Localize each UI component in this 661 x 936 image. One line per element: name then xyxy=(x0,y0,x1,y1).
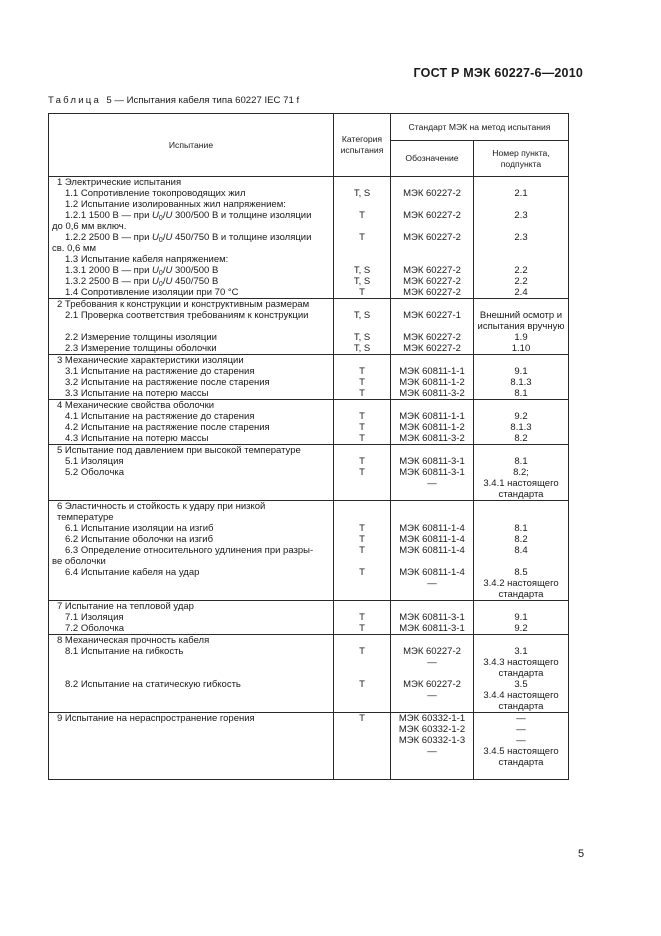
category-cell xyxy=(334,635,391,713)
test-line: св. 0,6 мм xyxy=(52,243,96,254)
designation-value: МЭК 60227-2 xyxy=(403,332,461,343)
test-cell xyxy=(49,601,334,635)
test-line: 6.2 Испытание оболочки на изгиб xyxy=(65,534,214,545)
test-line xyxy=(49,589,333,600)
category-value xyxy=(334,243,390,254)
designation-cell xyxy=(391,445,474,501)
category-value xyxy=(334,501,390,512)
clause-value xyxy=(474,635,568,646)
designation-cell xyxy=(391,635,474,713)
clause-cell xyxy=(474,299,569,355)
clause-value: 8.1 xyxy=(514,388,528,399)
designation-value xyxy=(391,445,473,456)
designation-value: МЭК 60811-3-2 xyxy=(399,388,465,399)
test-cell xyxy=(49,177,334,299)
header-standard-group: Стандарт МЭК на метод испытания xyxy=(391,114,569,141)
test-line: 5.1 Изоляция xyxy=(65,456,124,467)
clause-value xyxy=(474,768,568,779)
designation-value: МЭК 60227-2 xyxy=(403,679,461,690)
category-value xyxy=(334,556,390,567)
designation-cell xyxy=(391,299,474,355)
category-value xyxy=(334,254,390,265)
category-cell xyxy=(334,501,391,601)
clause-value: 2.2 xyxy=(514,265,528,276)
clause-value: 8.4 xyxy=(514,545,528,556)
test-cell xyxy=(49,501,334,601)
clause-cell xyxy=(474,355,569,400)
category-value xyxy=(334,757,390,768)
designation-value xyxy=(391,355,473,366)
designation-value: МЭК 60227-2 xyxy=(403,646,461,657)
test-line: 7.1 Изоляция xyxy=(65,612,124,623)
category-value: T xyxy=(359,623,365,634)
category-value: T xyxy=(359,411,365,422)
table-row xyxy=(49,299,569,355)
clause-value: испытания вручную xyxy=(477,321,565,332)
caption-prefix: Таблица xyxy=(48,95,102,106)
designation-value: МЭК 60811-3-1 xyxy=(399,612,465,623)
test-line xyxy=(49,757,333,768)
clause-value xyxy=(474,177,568,188)
clause-cell xyxy=(474,400,569,445)
category-value xyxy=(334,299,390,310)
category-cell xyxy=(334,713,391,780)
table-body xyxy=(49,177,569,780)
clause-value: стандарта xyxy=(498,668,544,679)
designation-value xyxy=(391,701,473,712)
test-line: температуре xyxy=(57,512,114,523)
designation-value: МЭК 60811-1-1 xyxy=(399,411,465,422)
category-value: T xyxy=(359,388,365,399)
category-cell xyxy=(334,299,391,355)
test-line: 7.2 Оболочка xyxy=(65,623,125,634)
clause-value: — xyxy=(516,713,526,724)
test-cell xyxy=(49,445,334,501)
clause-value: 3.4.4 настоящего xyxy=(483,690,559,701)
clause-value: 8.2; xyxy=(513,467,529,478)
test-line xyxy=(49,478,333,489)
clause-cell xyxy=(474,445,569,501)
test-line: 1.2 Испытание изолированных жил напряжением: xyxy=(65,199,286,210)
category-cell xyxy=(334,601,391,635)
test-line: 4.3 Испытание на потерю массы xyxy=(65,433,209,444)
test-line: 3 Механические характеристики изоляции xyxy=(57,355,244,366)
category-value xyxy=(334,635,390,646)
clause-value: 9.1 xyxy=(514,612,528,623)
category-value xyxy=(334,177,390,188)
test-line: 8.2 Испытание на статическую гибкость xyxy=(65,679,241,690)
table-row xyxy=(49,601,569,635)
test-line: 1.2.1 1500 В — при $U_0/U$ 300/500 В и толщине изоляции xyxy=(65,210,312,222)
table-row xyxy=(49,445,569,501)
designation-value xyxy=(391,177,473,188)
table-row xyxy=(49,355,569,400)
designation-value: МЭК 60227-2 xyxy=(403,287,461,298)
header-test: Испытание xyxy=(49,114,334,177)
table-caption xyxy=(48,95,299,106)
clause-value: 9.2 xyxy=(514,623,528,634)
test-line: 1 Электрические испытания xyxy=(57,177,182,188)
clause-value: 3.4.2 настоящего xyxy=(483,578,559,589)
header-clause: Номер пункта, подпункта xyxy=(474,141,569,177)
category-value: T, S xyxy=(353,276,371,287)
clause-value xyxy=(474,601,568,612)
clause-cell xyxy=(474,601,569,635)
category-value xyxy=(334,321,390,332)
clause-value: Внешний осмотр и xyxy=(479,310,563,321)
clause-value: 3.4.1 настоящего xyxy=(483,478,559,489)
category-value xyxy=(334,690,390,701)
clause-value xyxy=(474,243,568,254)
designation-value xyxy=(391,512,473,523)
test-line: 6.3 Определение относительного удлинения при разры- xyxy=(65,545,314,556)
category-value: T xyxy=(359,679,365,690)
clause-value: 2.2 xyxy=(514,276,528,287)
clause-value: 8.1.3 xyxy=(510,422,532,433)
category-value: T xyxy=(359,287,365,298)
clause-value: 8.1 xyxy=(514,456,528,467)
designation-value xyxy=(391,768,473,779)
clause-value: стандарта xyxy=(498,489,544,500)
category-value: T, S xyxy=(353,332,371,343)
category-value: T xyxy=(359,210,365,221)
designation-cell xyxy=(391,177,474,299)
test-line: 3.2 Испытание на растяжение после старения xyxy=(65,377,270,388)
category-value: T xyxy=(359,366,365,377)
clause-value: 2.3 xyxy=(514,210,528,221)
test-line: 1.3 Испытание кабеля напряжением: xyxy=(65,254,229,265)
test-line xyxy=(49,668,333,679)
page-number: 5 xyxy=(578,848,585,860)
designation-value xyxy=(391,243,473,254)
category-cell xyxy=(334,445,391,501)
category-value xyxy=(334,768,390,779)
category-value xyxy=(334,578,390,589)
clause-cell xyxy=(474,635,569,713)
test-line: 2.3 Измерение толщины оболочки xyxy=(65,343,217,354)
designation-value xyxy=(391,489,473,500)
test-line: 2.2 Измерение толщины изоляции xyxy=(65,332,217,343)
designation-value xyxy=(391,601,473,612)
category-value xyxy=(334,701,390,712)
designation-value: МЭК 60811-1-4 xyxy=(399,534,465,545)
clause-value: 8.1.3 xyxy=(510,377,532,388)
test-line: 4.2 Испытание на растяжение после старения xyxy=(65,422,270,433)
category-value xyxy=(334,735,390,746)
clause-value xyxy=(474,556,568,567)
document-header: ГОСТ Р МЭК 60227-6—2010 xyxy=(413,66,583,80)
test-line: 8 Механическая прочность кабеля xyxy=(57,635,210,646)
test-cell xyxy=(49,299,334,355)
designation-value: МЭК 60227-2 xyxy=(403,343,461,354)
designation-value: МЭК 60811-1-2 xyxy=(399,377,465,388)
category-value xyxy=(334,445,390,456)
category-value: T, S xyxy=(353,188,371,199)
test-line: 4.1 Испытание на растяжение до старения xyxy=(65,411,255,422)
test-cell xyxy=(49,400,334,445)
designation-value: МЭК 60811-1-4 xyxy=(399,545,465,556)
test-line: 3.3 Испытание на потерю массы xyxy=(65,388,209,399)
designation-value: — xyxy=(427,657,437,668)
clause-value: стандарта xyxy=(498,589,544,600)
test-line: 6.1 Испытание изоляции на изгиб xyxy=(65,523,214,534)
test-cell xyxy=(49,635,334,713)
test-line: 1.3.1 2000 В — при $U_0/U$ 300/500 В xyxy=(65,265,219,277)
clause-value: 3.4.5 настоящего xyxy=(483,746,559,757)
designation-value: МЭК 60811-1-4 xyxy=(399,523,465,534)
category-value: T xyxy=(359,612,365,623)
category-value: T xyxy=(359,433,365,444)
designation-value: МЭК 60332-1-3 xyxy=(398,735,466,746)
designation-value: — xyxy=(427,578,437,589)
clause-value: 8.1 xyxy=(514,523,528,534)
category-value: T xyxy=(359,567,365,578)
clause-value: 1.10 xyxy=(511,343,531,354)
category-value xyxy=(334,199,390,210)
designation-value xyxy=(391,635,473,646)
category-value xyxy=(334,601,390,612)
clause-value xyxy=(474,501,568,512)
table-row xyxy=(49,635,569,713)
test-line: 3.1 Испытание на растяжение до старения xyxy=(65,366,255,377)
clause-value: 8.2 xyxy=(514,534,528,545)
category-value: T xyxy=(359,545,365,556)
designation-value: МЭК 60811-1-1 xyxy=(399,366,465,377)
category-value xyxy=(334,724,390,735)
clause-cell xyxy=(474,177,569,299)
clause-value xyxy=(474,299,568,310)
designation-value xyxy=(391,501,473,512)
test-line xyxy=(49,489,333,500)
test-line: ве оболочки xyxy=(52,556,106,567)
clause-value: 3.4.3 настоящего xyxy=(483,657,559,668)
category-value: T xyxy=(359,456,365,467)
category-value: T, S xyxy=(353,343,371,354)
designation-value: МЭК 60811-1-4 xyxy=(399,567,465,578)
designation-value: МЭК 60227-2 xyxy=(403,232,461,243)
clause-value: 2.4 xyxy=(514,287,528,298)
designation-value: МЭК 60227-2 xyxy=(403,210,461,221)
clause-value: 2.1 xyxy=(514,188,528,199)
category-value xyxy=(334,657,390,668)
category-value xyxy=(334,400,390,411)
clause-value: 9.2 xyxy=(514,411,528,422)
caption-number: 5 xyxy=(106,95,112,106)
category-value xyxy=(334,478,390,489)
designation-value xyxy=(391,321,473,332)
designation-value: — xyxy=(427,690,437,701)
clause-value: 8.5 xyxy=(514,567,528,578)
table-row xyxy=(49,177,569,299)
test-line xyxy=(49,657,333,668)
category-value xyxy=(334,489,390,500)
test-line: 9 Испытание на нераспространение горения xyxy=(57,713,255,724)
designation-value xyxy=(391,254,473,265)
clause-value xyxy=(474,254,568,265)
test-line xyxy=(49,746,333,757)
category-value xyxy=(334,589,390,600)
test-line: до 0,6 мм включ. xyxy=(52,221,127,232)
table-row xyxy=(49,400,569,445)
designation-value: МЭК 60332-1-1 xyxy=(398,713,466,724)
category-value: T xyxy=(359,534,365,545)
category-value: T, S xyxy=(353,265,371,276)
designation-cell xyxy=(391,400,474,445)
designation-value: МЭК 60811-3-1 xyxy=(399,467,465,478)
clause-value xyxy=(474,512,568,523)
caption-title: — Испытания кабеля типа 60227 IEC 71 f xyxy=(114,95,300,106)
designation-value xyxy=(391,668,473,679)
test-line: 1.4 Сопротивление изоляции при 70 °С xyxy=(65,287,239,298)
category-cell xyxy=(334,355,391,400)
table-row xyxy=(49,501,569,601)
designation-value: МЭК 60227-2 xyxy=(403,276,461,287)
designation-cell xyxy=(391,501,474,601)
category-value: T xyxy=(359,377,365,388)
designation-value: МЭК 60332-1-2 xyxy=(398,724,466,735)
test-line: 8.1 Испытание на гибкость xyxy=(65,646,184,657)
category-value xyxy=(334,746,390,757)
designation-value: МЭК 60227-2 xyxy=(403,265,461,276)
designation-value: МЭК 60811-3-2 xyxy=(399,433,465,444)
category-value xyxy=(334,355,390,366)
test-line xyxy=(49,701,333,712)
clause-value: 8.2 xyxy=(514,433,528,444)
designation-value: МЭК 60811-1-2 xyxy=(399,422,465,433)
designation-value xyxy=(391,589,473,600)
clause-value xyxy=(474,355,568,366)
designation-value xyxy=(391,556,473,567)
designation-cell xyxy=(391,355,474,400)
table-row xyxy=(49,713,569,780)
clause-value: стандарта xyxy=(498,701,544,712)
clause-value xyxy=(474,445,568,456)
clause-value: — xyxy=(516,724,526,735)
designation-cell xyxy=(391,601,474,635)
category-cell xyxy=(334,177,391,299)
clause-value: 3.1 xyxy=(514,646,528,657)
test-line: 1.3.2 2500 В — при $U_0/U$ 450/750 В xyxy=(65,276,219,288)
clause-value: — xyxy=(516,735,526,746)
category-value xyxy=(334,512,390,523)
designation-value: — xyxy=(427,478,437,489)
clause-value: 1.9 xyxy=(514,332,528,343)
designation-value xyxy=(391,757,473,768)
test-line: 4 Механические свойства оболочки xyxy=(57,400,215,411)
clause-cell xyxy=(474,501,569,601)
designation-value xyxy=(391,199,473,210)
header-designation: Обозначение xyxy=(391,141,474,177)
test-line xyxy=(49,735,333,746)
test-line: 6.4 Испытание кабеля на удар xyxy=(65,567,200,578)
category-value: T xyxy=(359,523,365,534)
category-value xyxy=(334,668,390,679)
test-line: 1.2.2 2500 В — при $U_0/U$ 450/750 В и толщине изоляции xyxy=(65,232,312,244)
clause-value: 9.1 xyxy=(514,366,528,377)
category-value: T, S xyxy=(353,310,371,321)
designation-value xyxy=(391,400,473,411)
clause-value xyxy=(474,199,568,210)
designation-value xyxy=(391,299,473,310)
category-value: T xyxy=(359,422,365,433)
test-cell xyxy=(49,355,334,400)
category-value xyxy=(334,221,390,232)
clause-value xyxy=(474,400,568,411)
test-line: 2 Требования к конструкции и конструктивным размерам xyxy=(57,299,310,310)
test-line xyxy=(49,578,333,589)
test-line: 5.2 Оболочка xyxy=(65,467,125,478)
designation-value: МЭК 60811-3-1 xyxy=(399,623,465,634)
header-category: Категория испытания xyxy=(334,114,391,177)
clause-cell xyxy=(474,713,569,780)
test-line: 7 Испытание на тепловой удар xyxy=(57,601,194,612)
test-line xyxy=(49,768,333,779)
test-line: 5 Испытание под давлением при высокой температуре xyxy=(57,445,301,456)
test-cell xyxy=(49,713,334,780)
test-line xyxy=(49,321,333,332)
category-value: T xyxy=(359,713,365,724)
test-line xyxy=(49,724,333,735)
category-cell xyxy=(334,400,391,445)
test-line: 2.1 Проверка соответствия требованиям к конструкции xyxy=(65,310,309,321)
test-line: 1.1 Сопротивление токопроводящих жил xyxy=(65,188,246,199)
designation-value: — xyxy=(427,746,437,757)
tests-table xyxy=(48,113,569,780)
designation-cell xyxy=(391,713,474,780)
designation-value: МЭК 60227-1 xyxy=(403,310,461,321)
category-value: T xyxy=(359,467,365,478)
designation-value: МЭК 60811-3-1 xyxy=(399,456,465,467)
clause-value: 3.5 xyxy=(514,679,528,690)
clause-value xyxy=(474,221,568,232)
category-value: T xyxy=(359,646,365,657)
designation-value xyxy=(391,221,473,232)
test-line xyxy=(49,690,333,701)
clause-value: стандарта xyxy=(498,757,544,768)
category-value: T xyxy=(359,232,365,243)
designation-value: МЭК 60227-2 xyxy=(403,188,461,199)
clause-value: 2.3 xyxy=(514,232,528,243)
test-line: 6 Эластичность и стойкость к удару при низкой xyxy=(57,501,266,512)
